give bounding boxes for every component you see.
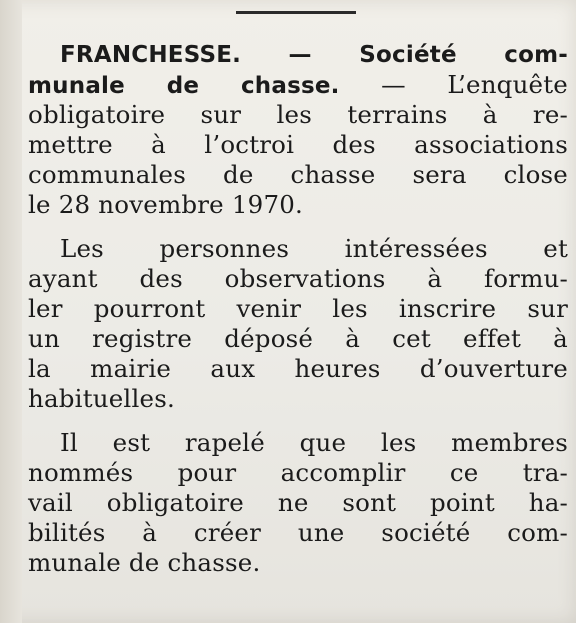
heading-continuation: — L’enquête (339, 70, 568, 99)
article-line: vail obligatoire ne sont point ha- (28, 488, 568, 517)
article-heading (28, 40, 568, 70)
article-line: le 28 novembre 1970. (28, 190, 304, 219)
paragraph-gap (28, 414, 568, 428)
article-line: nommés pour accomplir ce tra- (28, 458, 568, 487)
article-line: ayant des observations à formu- (28, 264, 568, 293)
article-body (28, 40, 568, 578)
article-line: bilités à créer une société com- (28, 518, 568, 547)
heading-part-1: FRANCHESSE. — Société com- (60, 42, 568, 68)
article-line: habituelles. (28, 384, 175, 413)
article-line: la mairie aux heures d’ouverture (28, 354, 568, 383)
paragraph-gap (28, 220, 568, 234)
paper-edge (0, 0, 22, 623)
heading-part-2: munale de chasse. (28, 73, 340, 99)
article-line: munale de chasse. (28, 548, 261, 577)
article-line: Les personnes intéressées et (60, 234, 568, 263)
article-line: ler pourront venir les inscrire sur (28, 294, 568, 323)
article-line: mettre à l’octroi des associations (28, 130, 568, 159)
article-line: Il est rapelé que les membres (60, 428, 568, 457)
article-line-2 (28, 70, 568, 100)
article-line-3: obligatoire sur les terrains à re- (28, 100, 568, 129)
article-line: communales de chasse sera close (28, 160, 568, 189)
article-line: un registre déposé à cet effet à (28, 324, 568, 353)
separator-rule (236, 11, 356, 14)
